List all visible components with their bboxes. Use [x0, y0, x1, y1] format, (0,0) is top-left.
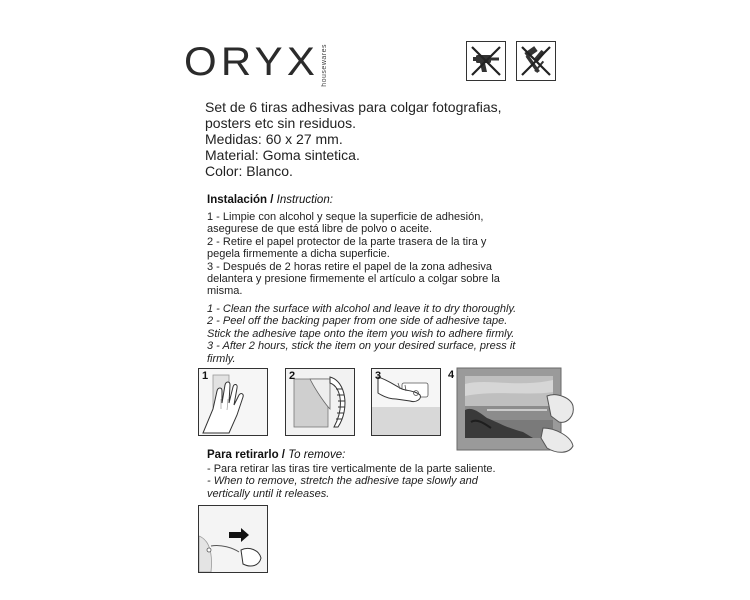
no-drilling-icon: [466, 41, 506, 81]
removal-illustration: [198, 505, 268, 573]
installation-steps-es: [207, 211, 500, 298]
installation-heading-es: Instalación /: [207, 194, 274, 206]
instruction-line: delantera y presione firmemente el artículo a colgar sobre la: [207, 273, 500, 286]
removal-instructions: [207, 463, 496, 500]
instruction-line: misma.: [207, 285, 243, 298]
installation-heading: [207, 194, 333, 206]
description-line: Set de 6 tiras adhesivas para colgar fotografias,: [205, 99, 502, 115]
product-description: [205, 99, 502, 179]
removal-heading-en: To remove:: [288, 449, 346, 461]
step-2-illustration: [285, 368, 355, 436]
installation-heading-en: Instruction:: [276, 194, 333, 206]
stretch-tape-icon: [199, 506, 267, 572]
instruction-line: Stick the adhesive tape onto the item you wish to adhere firmly.: [207, 327, 515, 340]
instruction-line: pegela firmemente a dicha superficie.: [207, 248, 390, 261]
brand-logo: [184, 42, 328, 87]
instruction-line: asegurese de que está libre de polvo o aceite.: [207, 223, 433, 236]
step-number: 3: [375, 370, 382, 382]
description-line: Color: Blanco.: [205, 163, 293, 179]
no-tools-icon: [516, 41, 556, 81]
instruction-line: 1 - Limpie con alcohol y seque la superficie de adhesión,: [207, 211, 484, 223]
instruction-line: 2 - Retire el papel protector de la parte trasera de la tira y: [207, 235, 487, 248]
removal-line-en: vertically until it releases.: [207, 487, 330, 500]
description-line: Medidas: 60 x 27 mm.: [205, 131, 343, 147]
instruction-line: 2 - Peel off the backing paper from one side of adhesive tape.: [207, 315, 508, 328]
removal-line-en: - When to remove, stretch the adhesive tape slowly and: [207, 475, 478, 488]
framed-photo-icon: [447, 366, 577, 456]
step-number: 2: [289, 370, 296, 382]
description-line: Material: Goma sintetica.: [205, 147, 360, 163]
step-1-illustration: [198, 368, 268, 436]
instruction-line: 3 - After 2 hours, stick the item on your desired surface, press it: [207, 340, 516, 353]
brand-name: ORYX: [184, 40, 320, 84]
step-number: 1: [202, 370, 209, 382]
brand-tagline: housewares: [320, 44, 328, 87]
description-line: posters etc sin residuos.: [205, 115, 356, 131]
removal-heading: [207, 449, 345, 461]
hand-cleaning-icon: [199, 369, 267, 435]
installation-steps-en: [207, 303, 516, 365]
instruction-line: firmly.: [207, 352, 236, 365]
instruction-line: 1 - Clean the surface with alcohol and leave it to dry thoroughly.: [207, 303, 517, 315]
removal-heading-es: Para retirarlo /: [207, 449, 285, 461]
step-3-illustration: [371, 368, 441, 436]
step-4-illustration: [447, 366, 577, 456]
removal-line-es: - Para retirar las tiras tire verticalmente de la parte saliente.: [207, 463, 496, 475]
peel-tape-icon: [286, 369, 354, 435]
press-adhesive-icon: [372, 369, 440, 435]
instruction-line: 3 - Después de 2 horas retire el papel de la zona adhesiva: [207, 260, 492, 273]
step-number: 4: [448, 369, 455, 381]
